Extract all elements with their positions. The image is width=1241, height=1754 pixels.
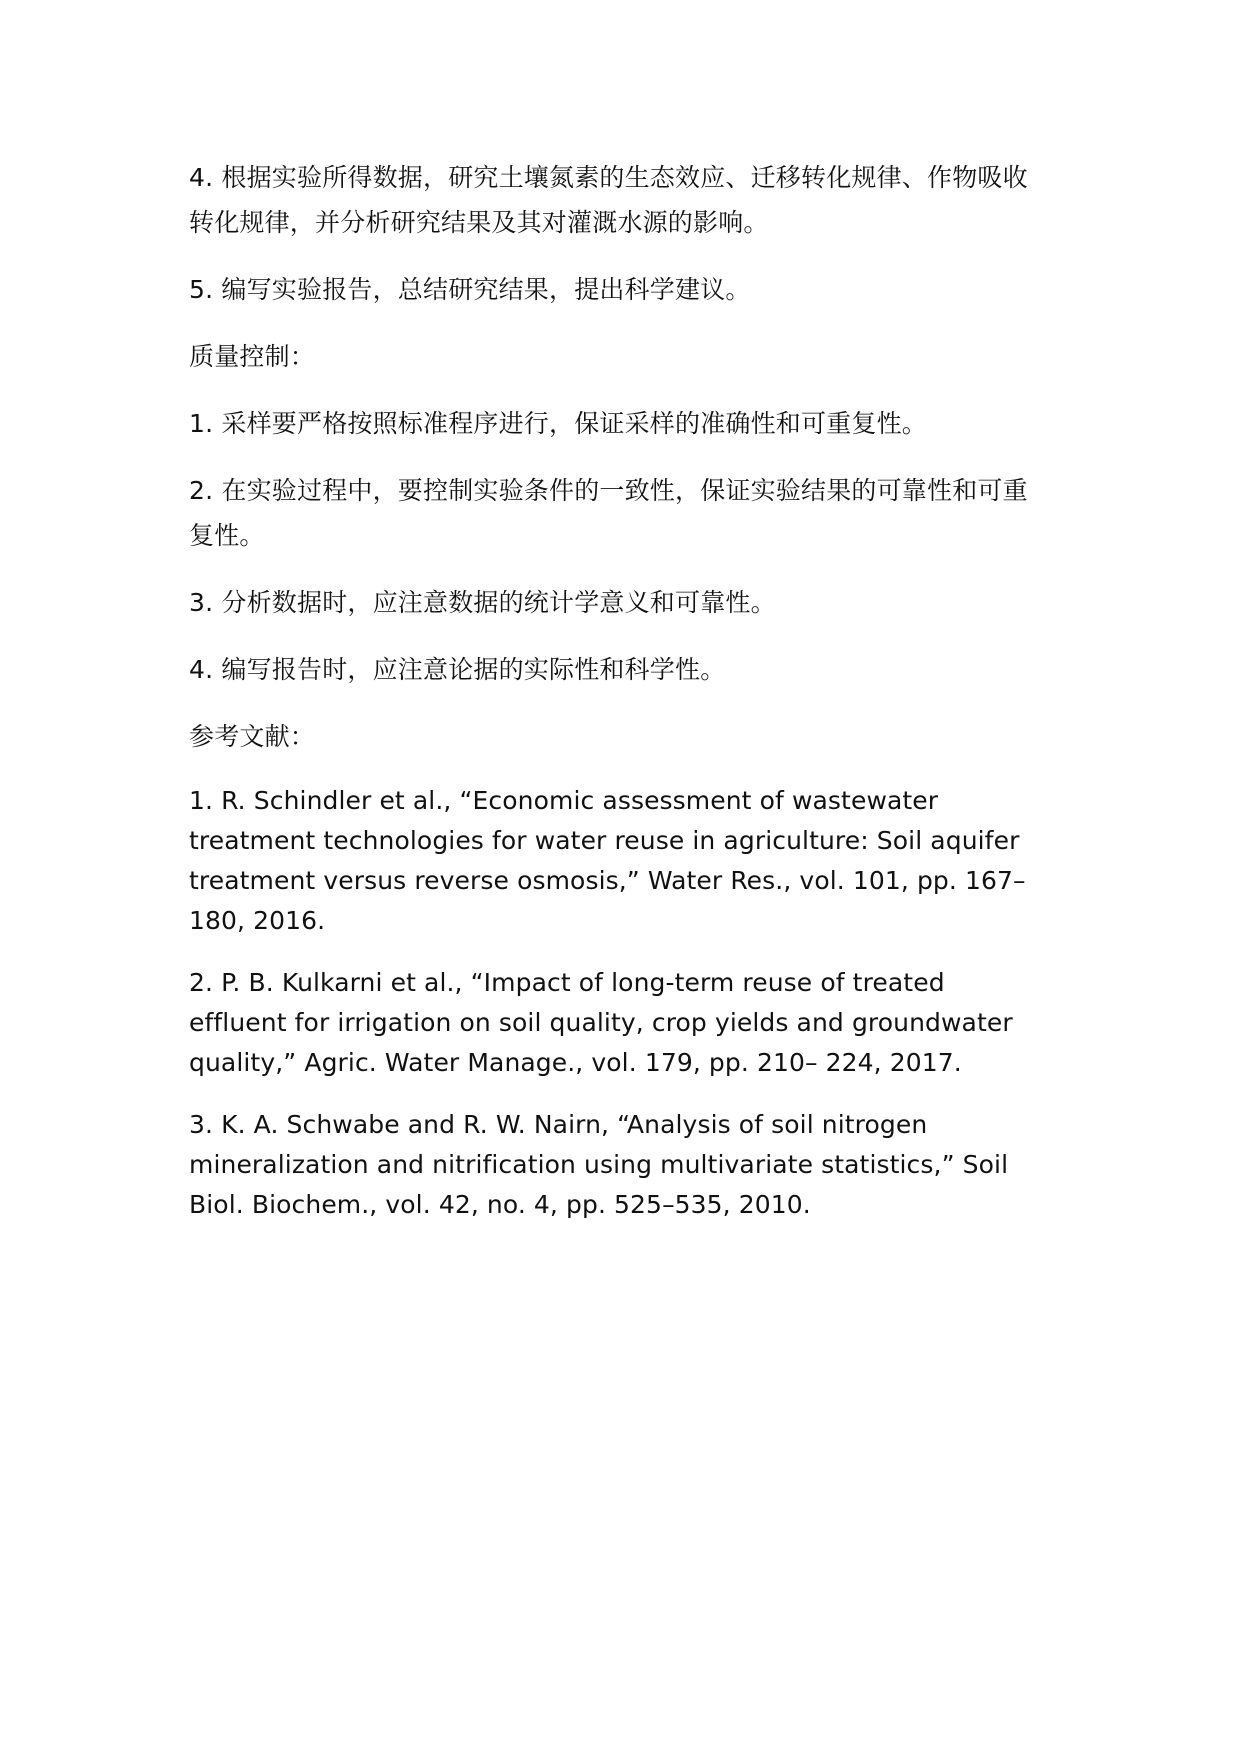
quality-control-item-2: 2. 在实验过程中，要控制实验条件的一致性，保证实验结果的可靠性和可重复性。 — [189, 476, 1028, 550]
reference-item-3: 3. K. A. Schwabe and R. W. Nairn, “Analysis of soil nitrogen mineralization and nitrification using multivariate statistics,” Soil Biol. Biochem., vol. 42, no. 4, pp. 525–535, 2010. — [189, 1110, 1009, 1219]
quality-control-item-3: 3. 分析数据时，应注意数据的统计学意义和可靠性。 — [189, 588, 776, 617]
quality-control-heading: 质量控制： — [189, 342, 316, 371]
document-body — [189, 155, 1049, 1225]
quality-control-item-4: 4. 编写报告时，应注意论据的实际性和科学性。 — [189, 655, 726, 684]
quality-control-item-1: 1. 采样要严格按照标准程序进行，保证采样的准确性和可重复性。 — [189, 409, 928, 438]
method-step-5: 5. 编写实验报告，总结研究结果，提出科学建议。 — [189, 275, 751, 304]
method-step-4: 4. 根据实验所得数据，研究土壤氮素的生态效应、迁移转化规律、作物吸收转化规律，并分析研究结果及其对灌溉水源的影响。 — [189, 163, 1028, 237]
reference-item-2: 2. P. B. Kulkarni et al., “Impact of long-term reuse of treated effluent for irrigation on soil quality, crop yields and groundwater quality,” Agric. Water Manage., vol. 179, pp. 210– 224, 2017. — [189, 968, 1013, 1077]
references-heading: 参考文献： — [189, 722, 316, 751]
reference-item-1: 1. R. Schindler et al., “Economic assessment of wastewater treatment technologies for water reuse in agriculture: Soil aquifer treatment versus reverse osmosis,” Water Res., vol. 101, pp. 167–180, 2016. — [189, 786, 1026, 935]
